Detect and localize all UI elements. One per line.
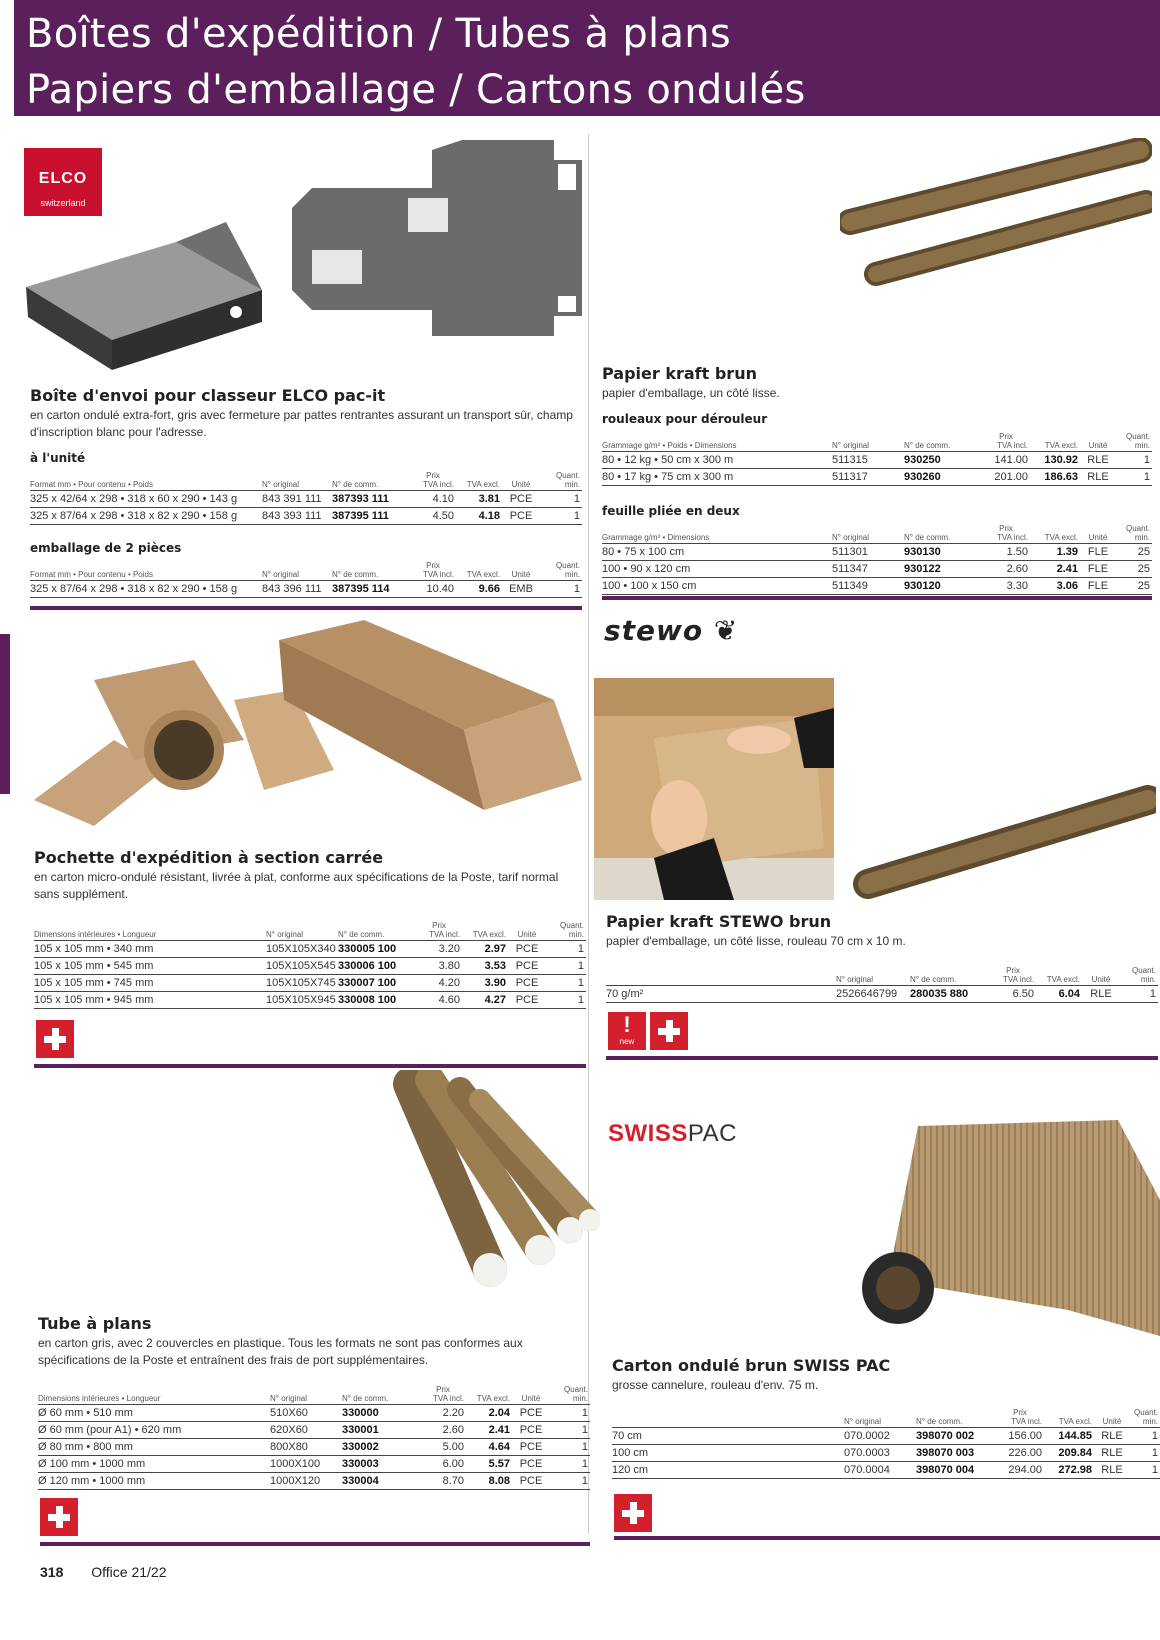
col-tva-incl: TVA incl. <box>1003 975 1034 984</box>
cell-min-quantity: 1 <box>548 992 586 1009</box>
elco-table-unit <box>30 471 582 525</box>
cell-dimensions: 70 g/m² <box>606 986 836 1003</box>
elco-section <box>30 386 582 598</box>
cell-unit: PCE <box>508 941 548 958</box>
cell-price-excl: 130.92 <box>1030 452 1080 469</box>
tube-description: en carton gris, avec 2 couvercles en plastique. Tous les formats ne sont pas conformes aux spécifications de la Poste et entraînent des frais de port supplémentaires. <box>38 1336 523 1367</box>
cell-unit: PCE <box>512 1473 552 1490</box>
col-dimensions: Format mm • Pour contenu • Poids <box>30 561 262 581</box>
cell-min-quantity: 1 <box>548 958 586 975</box>
table-row <box>612 1462 1160 1479</box>
cell-price-excl: 8.08 <box>466 1473 512 1490</box>
cell-min-quantity: 1 <box>1132 1428 1160 1445</box>
pochette-table <box>34 921 586 1009</box>
swisspac-logo-pac: PAC <box>687 1120 737 1147</box>
cell-price-incl: 4.50 <box>412 508 456 525</box>
cell-price-excl: 6.04 <box>1036 986 1082 1003</box>
cell-min-quantity: 1 <box>1132 1462 1160 1479</box>
table-row <box>602 544 1152 561</box>
section-divider <box>34 1064 586 1068</box>
table-row <box>602 561 1152 578</box>
col-comm: N° de comm. <box>332 561 412 581</box>
page-number: 318 <box>40 1564 64 1580</box>
cell-min-quantity: 1 <box>552 1439 590 1456</box>
cell-order-number: 398070 002 <box>916 1428 998 1445</box>
stewo-photo-image <box>594 678 834 900</box>
cell-order-number: 930120 <box>904 578 984 595</box>
cell-dimensions: 105 x 105 mm • 945 mm <box>34 992 266 1009</box>
cell-unit: PCE <box>512 1456 552 1473</box>
cell-min-quantity: 1 <box>1132 1445 1160 1462</box>
stewo-logo-text: stewo <box>604 614 704 647</box>
col-quant: Quant. min. <box>548 921 586 941</box>
col-tva-incl: TVA incl. <box>423 570 454 579</box>
cell-original-number: 070.0004 <box>844 1462 916 1479</box>
cell-order-number: 330007 100 <box>338 975 418 992</box>
cell-min-quantity: 1 <box>548 941 586 958</box>
cell-price-incl: 4.60 <box>418 992 462 1009</box>
side-tab-marker <box>0 634 10 794</box>
cell-price-excl: 209.84 <box>1044 1445 1094 1462</box>
elco-title: Boîte d'envoi pour classeur ELCO pac-it <box>30 386 386 405</box>
col-original: N° original <box>266 921 338 941</box>
cell-order-number: 330005 100 <box>338 941 418 958</box>
cell-original-number: 1000X100 <box>270 1456 342 1473</box>
stewo-description: papier d'emballage, un côté lisse, rouleau 70 cm x 10 m. <box>606 934 906 948</box>
col-prix: Prix <box>426 471 440 480</box>
cell-unit: RLE <box>1094 1445 1132 1462</box>
swisspac-title: Carton ondulé brun SWISS PAC <box>612 1356 891 1375</box>
table-row <box>602 469 1152 486</box>
cell-min-quantity: 1 <box>542 581 582 598</box>
col-quant: Quant. min. <box>1122 966 1158 986</box>
cell-dimensions: 80 • 17 kg • 75 cm x 300 m <box>602 469 832 486</box>
cell-original-number: 620X60 <box>270 1422 342 1439</box>
kraft-title: Papier kraft brun <box>602 364 757 383</box>
cell-dimensions: Ø 120 mm • 1000 mm <box>38 1473 270 1490</box>
col-tva-excl: TVA excl. <box>456 561 502 581</box>
cell-price-excl: 3.81 <box>456 491 502 508</box>
cell-original-number: 105X105X745 <box>266 975 338 992</box>
cell-price-excl: 272.98 <box>1044 1462 1094 1479</box>
cell-unit: RLE <box>1080 469 1118 486</box>
stewo-section <box>606 912 1158 1003</box>
cell-price-incl: 201.00 <box>984 469 1030 486</box>
cell-unit: FLE <box>1080 578 1118 595</box>
col-original: N° original <box>270 1385 342 1405</box>
cell-order-number: 330004 <box>342 1473 422 1490</box>
cell-original-number: 070.0003 <box>844 1445 916 1462</box>
cell-price-incl: 3.20 <box>418 941 462 958</box>
cell-price-incl: 2.60 <box>422 1422 466 1439</box>
cell-price-excl: 2.41 <box>1030 561 1080 578</box>
cell-unit: PCE <box>508 975 548 992</box>
col-unite: Unité <box>512 1385 552 1405</box>
cell-min-quantity: 25 <box>1118 544 1152 561</box>
col-quant: Quant. min. <box>552 1385 590 1405</box>
cell-min-quantity: 1 <box>552 1473 590 1490</box>
cell-min-quantity: 1 <box>1118 469 1152 486</box>
pochette-description: en carton micro-ondulé résistant, livrée à plat, conforme aux spécifications de la Poste, tarif normal sans supplément. <box>34 870 559 901</box>
cell-original-number: 843 393 111 <box>262 508 332 525</box>
cell-order-number: 387395 111 <box>332 508 412 525</box>
butterfly-icon: ❦ <box>713 614 739 647</box>
cell-dimensions: Ø 100 mm • 1000 mm <box>38 1456 270 1473</box>
cell-order-number: 930250 <box>904 452 984 469</box>
cell-original-number: 1000X120 <box>270 1473 342 1490</box>
cell-original-number: 511317 <box>832 469 904 486</box>
cell-dimensions: Ø 80 mm • 800 mm <box>38 1439 270 1456</box>
cell-price-incl: 10.40 <box>412 581 456 598</box>
cell-dimensions: 325 x 87/64 x 298 • 318 x 82 x 290 • 158 g <box>30 508 262 525</box>
cell-order-number: 280035 880 <box>910 986 992 1003</box>
cell-price-incl: 226.00 <box>998 1445 1044 1462</box>
cell-price-incl: 5.00 <box>422 1439 466 1456</box>
col-comm: N° de comm. <box>332 471 412 491</box>
cell-price-excl: 4.27 <box>462 992 508 1009</box>
table-row <box>38 1439 590 1456</box>
col-tva-incl: TVA incl. <box>997 533 1028 542</box>
swisspac-description: grosse cannelure, rouleau d'env. 75 m. <box>612 1378 819 1392</box>
elco-box-image <box>26 222 266 372</box>
swiss-made-icon <box>36 1020 74 1058</box>
cell-min-quantity: 1 <box>552 1422 590 1439</box>
cell-price-incl: 156.00 <box>998 1428 1044 1445</box>
cell-dimensions: 120 cm <box>612 1462 844 1479</box>
col-tva-excl: TVA excl. <box>466 1385 512 1405</box>
table-row <box>34 958 586 975</box>
cell-min-quantity: 1 <box>548 975 586 992</box>
cell-dimensions: 105 x 105 mm • 340 mm <box>34 941 266 958</box>
col-tva-incl: TVA incl. <box>997 441 1028 450</box>
elco-subheading-pack: emballage de 2 pièces <box>30 541 182 555</box>
col-quant: Quant. min. <box>1133 1408 1158 1426</box>
cell-price-excl: 3.90 <box>462 975 508 992</box>
col-tva-excl: TVA excl. <box>1030 524 1080 544</box>
cell-unit: FLE <box>1080 544 1118 561</box>
table-row <box>612 1428 1160 1445</box>
cell-unit: RLE <box>1094 1462 1132 1479</box>
cell-price-incl: 2.60 <box>984 561 1030 578</box>
page-footer <box>40 1564 167 1580</box>
col-prix: Prix <box>1013 1408 1027 1417</box>
cell-order-number: 930122 <box>904 561 984 578</box>
cell-unit: RLE <box>1094 1428 1132 1445</box>
cell-price-incl: 8.70 <box>422 1473 466 1490</box>
cell-unit: PCE <box>508 958 548 975</box>
col-tva-incl: TVA incl. <box>423 480 454 489</box>
cell-order-number: 398070 003 <box>916 1445 998 1462</box>
col-prix: Prix <box>426 561 440 570</box>
kraft-rolls-image <box>840 138 1152 298</box>
cell-order-number: 398070 004 <box>916 1462 998 1479</box>
cell-original-number: 511301 <box>832 544 904 561</box>
elco-logo-country: switzerland <box>40 198 86 208</box>
col-unite: Unité <box>502 471 542 491</box>
table-row <box>30 581 582 598</box>
cell-dimensions: 100 cm <box>612 1445 844 1462</box>
section-divider <box>614 1536 1160 1540</box>
col-dimensions: Grammage g/m² • Dimensions <box>602 524 832 544</box>
col-original: N° original <box>832 432 904 452</box>
col-unite: Unité <box>1082 966 1122 986</box>
cell-dimensions: 105 x 105 mm • 745 mm <box>34 975 266 992</box>
cell-unit: PCE <box>502 491 542 508</box>
cell-order-number: 330000 <box>342 1405 422 1422</box>
cell-unit: PCE <box>502 508 542 525</box>
cell-unit: PCE <box>512 1439 552 1456</box>
kraft-table-sheets <box>602 524 1152 595</box>
corrugated-roll-image <box>858 1120 1160 1336</box>
col-comm: N° de comm. <box>904 524 984 544</box>
cell-dimensions: 70 cm <box>612 1428 844 1445</box>
cell-dimensions: 325 x 42/64 x 298 • 318 x 60 x 290 • 143 g <box>30 491 262 508</box>
col-dimensions: Grammage g/m² • Poids • Dimensions <box>602 432 832 452</box>
cell-price-excl: 4.64 <box>466 1439 512 1456</box>
kraft-description: papier d'emballage, un côté lisse. <box>602 386 780 400</box>
cell-original-number: 2526646799 <box>836 986 910 1003</box>
cell-original-number: 511315 <box>832 452 904 469</box>
cell-original-number: 105X105X340 <box>266 941 338 958</box>
cell-order-number: 330008 100 <box>338 992 418 1009</box>
col-tva-excl: TVA excl. <box>456 471 502 491</box>
cell-price-incl: 6.50 <box>992 986 1036 1003</box>
catalog-name: Office 21/22 <box>91 1564 167 1580</box>
table-row <box>38 1473 590 1490</box>
col-tva-excl: TVA excl. <box>1036 966 1082 986</box>
cell-unit: RLE <box>1080 452 1118 469</box>
table-row <box>34 975 586 992</box>
col-tva-excl: TVA excl. <box>1044 1408 1094 1428</box>
col-comm: N° de comm. <box>910 966 992 986</box>
section-divider <box>602 596 1152 600</box>
cell-order-number: 387395 114 <box>332 581 412 598</box>
cell-price-excl: 9.66 <box>456 581 502 598</box>
table-row <box>30 491 582 508</box>
cell-dimensions: 80 • 75 x 100 cm <box>602 544 832 561</box>
cell-price-incl: 2.20 <box>422 1405 466 1422</box>
col-original: N° original <box>844 1408 916 1428</box>
cell-price-excl: 144.85 <box>1044 1428 1094 1445</box>
cell-price-excl: 5.57 <box>466 1456 512 1473</box>
swisspac-logo-swiss: SWISS <box>608 1120 688 1147</box>
table-row <box>602 578 1152 595</box>
col-original: N° original <box>262 471 332 491</box>
new-badge <box>608 1012 646 1050</box>
pochette-title: Pochette d'expédition à section carrée <box>34 848 384 867</box>
cell-original-number: 843 396 111 <box>262 581 332 598</box>
col-unite: Unité <box>508 921 548 941</box>
kraft-subheading-sheets: feuille pliée en deux <box>602 504 740 518</box>
page-header <box>14 0 1160 116</box>
cell-unit: PCE <box>508 992 548 1009</box>
cell-original-number: 105X105X545 <box>266 958 338 975</box>
section-divider <box>40 1542 590 1546</box>
header-title-line-2: Papiers d'emballage / Cartons ondulés <box>26 67 806 113</box>
col-original: N° original <box>832 524 904 544</box>
cell-price-excl: 2.97 <box>462 941 508 958</box>
cell-order-number: 330002 <box>342 1439 422 1456</box>
table-row <box>38 1422 590 1439</box>
elco-logo <box>24 148 102 216</box>
header-title-line-1: Boîtes d'expédition / Tubes à plans <box>26 11 732 57</box>
col-prix: Prix <box>432 921 446 930</box>
cell-dimensions: Ø 60 mm • 510 mm <box>38 1405 270 1422</box>
col-unite: Unité <box>1080 524 1118 544</box>
col-comm: N° de comm. <box>338 921 418 941</box>
col-tva-incl: TVA incl. <box>429 930 460 939</box>
section-divider <box>606 1056 1158 1060</box>
cell-original-number: 843 391 111 <box>262 491 332 508</box>
cell-price-incl: 294.00 <box>998 1462 1044 1479</box>
cell-price-incl: 141.00 <box>984 452 1030 469</box>
col-unite: Unité <box>1080 432 1118 452</box>
col-tva-incl: TVA incl. <box>433 1394 464 1403</box>
cell-original-number: 511347 <box>832 561 904 578</box>
cell-min-quantity: 1 <box>1122 986 1158 1003</box>
table-row <box>38 1456 590 1473</box>
col-quant: Quant. min. <box>1118 432 1152 452</box>
pochette-section <box>34 848 586 1009</box>
col-comm: N° de comm. <box>916 1408 998 1428</box>
elco-subheading-unit: à l'unité <box>30 451 86 465</box>
cell-dimensions: 105 x 105 mm • 545 mm <box>34 958 266 975</box>
cell-dimensions: 325 x 87/64 x 298 • 318 x 82 x 290 • 158 g <box>30 581 262 598</box>
table-row <box>34 941 586 958</box>
cell-order-number: 387393 111 <box>332 491 412 508</box>
cell-price-excl: 3.06 <box>1030 578 1080 595</box>
cell-price-incl: 4.20 <box>418 975 462 992</box>
swisspac-logo <box>608 1120 737 1148</box>
col-prix: Prix <box>1006 966 1020 975</box>
table-row <box>606 986 1158 1003</box>
col-quant: Quant. min. <box>542 471 582 491</box>
stewo-title: Papier kraft STEWO brun <box>606 912 832 931</box>
col-comm: N° de comm. <box>342 1385 422 1405</box>
col-quant: Quant. min. <box>542 561 582 581</box>
elco-table-pack <box>30 561 582 598</box>
cell-min-quantity: 1 <box>1118 452 1152 469</box>
col-tva-excl: TVA excl. <box>462 921 508 941</box>
cell-order-number: 330003 <box>342 1456 422 1473</box>
col-dimensions: Dimensions intérieures • Longueur <box>34 921 266 941</box>
col-dimensions: Dimensions intérieures • Longueur <box>38 1385 270 1405</box>
tube-image <box>390 1070 600 1300</box>
col-prix: Prix <box>436 1385 450 1394</box>
tube-title: Tube à plans <box>38 1314 152 1333</box>
cell-min-quantity: 1 <box>542 508 582 525</box>
cell-min-quantity: 25 <box>1118 561 1152 578</box>
swisspac-section <box>612 1356 1160 1479</box>
exclamation-icon: ! <box>623 1012 631 1037</box>
tube-table <box>38 1385 590 1490</box>
cell-price-incl: 3.30 <box>984 578 1030 595</box>
cell-order-number: 930130 <box>904 544 984 561</box>
table-row <box>612 1445 1160 1462</box>
swiss-made-icon <box>614 1494 652 1532</box>
table-row <box>38 1405 590 1422</box>
section-divider <box>30 606 582 610</box>
elco-logo-name: ELCO <box>38 170 88 187</box>
table-row <box>34 992 586 1009</box>
tube-section <box>38 1314 590 1490</box>
cell-price-incl: 1.50 <box>984 544 1030 561</box>
col-tva-excl: TVA excl. <box>1030 432 1080 452</box>
cell-price-excl: 2.41 <box>466 1422 512 1439</box>
cell-dimensions: 80 • 12 kg • 50 cm x 300 m <box>602 452 832 469</box>
cell-unit: FLE <box>1080 561 1118 578</box>
cell-price-excl: 3.53 <box>462 958 508 975</box>
cell-dimensions: Ø 60 mm (pour A1) • 620 mm <box>38 1422 270 1439</box>
cell-price-excl: 186.63 <box>1030 469 1080 486</box>
cell-order-number: 330006 100 <box>338 958 418 975</box>
table-row <box>602 452 1152 469</box>
col-quant: Quant. min. <box>1118 524 1152 544</box>
kraft-table-rolls <box>602 432 1152 486</box>
col-dimensions: Format mm • Pour contenu • Poids <box>30 471 262 491</box>
col-tva-incl: TVA incl. <box>1011 1417 1042 1426</box>
cell-unit: PCE <box>512 1422 552 1439</box>
col-unite: Unité <box>1094 1408 1132 1428</box>
col-original: N° original <box>262 561 332 581</box>
cell-price-excl: 2.04 <box>466 1405 512 1422</box>
col-original: N° original <box>836 966 910 986</box>
cell-price-incl: 3.80 <box>418 958 462 975</box>
cell-price-incl: 6.00 <box>422 1456 466 1473</box>
cell-price-incl: 4.10 <box>412 491 456 508</box>
col-comm: N° de comm. <box>904 432 984 452</box>
swiss-made-icon <box>40 1498 78 1536</box>
cell-original-number: 800X80 <box>270 1439 342 1456</box>
kraft-section <box>602 364 1152 595</box>
cell-price-excl: 1.39 <box>1030 544 1080 561</box>
cell-original-number: 070.0002 <box>844 1428 916 1445</box>
cell-min-quantity: 25 <box>1118 578 1152 595</box>
cell-original-number: 511349 <box>832 578 904 595</box>
table-row <box>30 508 582 525</box>
cell-unit: EMB <box>502 581 542 598</box>
swisspac-table <box>612 1408 1160 1479</box>
cell-dimensions: 100 • 90 x 120 cm <box>602 561 832 578</box>
cell-min-quantity: 1 <box>552 1456 590 1473</box>
cell-order-number: 930260 <box>904 469 984 486</box>
cell-min-quantity: 1 <box>542 491 582 508</box>
cell-original-number: 510X60 <box>270 1405 342 1422</box>
cell-price-excl: 4.18 <box>456 508 502 525</box>
cell-unit: PCE <box>512 1405 552 1422</box>
col-unite: Unité <box>502 561 542 581</box>
elco-description: en carton ondulé extra-fort, gris avec fermeture par pattes rentrantes assurant un transport sûr, champ d'inscription blanc pour l'adresse. <box>30 408 573 439</box>
cell-min-quantity: 1 <box>552 1405 590 1422</box>
new-badge-label: new <box>619 1037 635 1046</box>
kraft-subheading-rolls: rouleaux pour dérouleur <box>602 412 768 426</box>
cell-dimensions: 100 • 100 x 150 cm <box>602 578 832 595</box>
cell-unit: RLE <box>1082 986 1122 1003</box>
cell-order-number: 330001 <box>342 1422 422 1439</box>
col-prix: Prix <box>999 432 1013 441</box>
elco-flat-box-image <box>292 140 582 336</box>
stewo-table <box>606 966 1158 1003</box>
pochette-image <box>34 620 584 826</box>
cell-original-number: 105X105X945 <box>266 992 338 1009</box>
stewo-roll-image <box>852 784 1156 904</box>
swiss-made-icon <box>650 1012 688 1050</box>
stewo-logo <box>604 614 738 647</box>
col-prix: Prix <box>999 524 1013 533</box>
